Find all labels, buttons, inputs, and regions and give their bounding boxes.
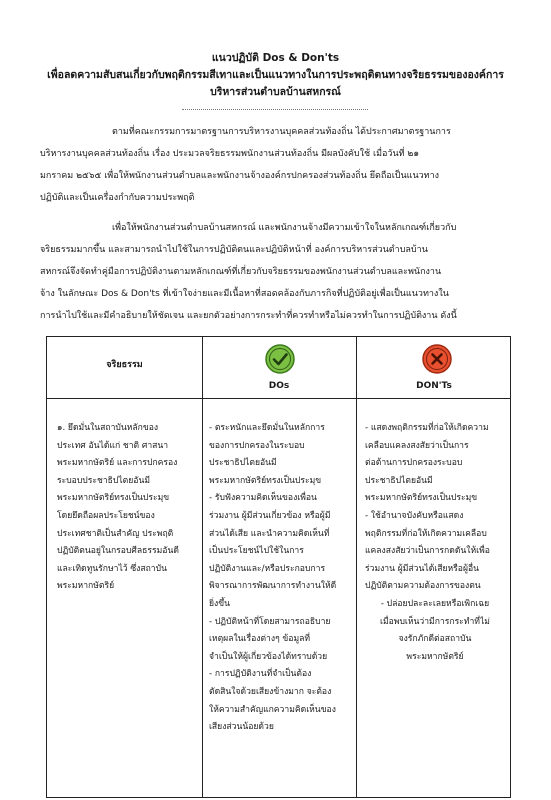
cell-line: ยิ่งขึ้น xyxy=(209,598,230,609)
dos-cell xyxy=(209,420,351,737)
cell-line: - ตระหนักและยึดมั่นในหลักการ xyxy=(209,423,325,433)
purpose-paragraph xyxy=(40,217,515,327)
cell-line: พระมหากษัตริย์ xyxy=(406,651,464,662)
cell-line: และเทิดทูนรักษาไว้ ซึ่งสถาบัน xyxy=(57,563,167,574)
cell-line: ของการปกครองในระบอบ xyxy=(209,440,305,451)
cell-line: - รับฟังความคิดเห็นของเพื่อน xyxy=(209,493,317,504)
cell-line: ต่อต้านการปกครองระบอบ xyxy=(365,458,463,469)
intro-paragraph xyxy=(40,121,515,209)
cell-line: แคลงสงสัยว่าเป็นการกดดันให้เพื่อ xyxy=(365,546,490,557)
cell-line: เหตุผลในเรื่องต่างๆ ข้อมูลที่ xyxy=(209,634,311,645)
donts-cell xyxy=(365,420,505,666)
cell-line: เมื่อพบเห็นว่ามีการกระทำที่ไม่ xyxy=(380,616,490,627)
cell-line: จงรักภักดีต่อสถาบัน xyxy=(398,634,472,645)
cell-line: - การปฏิบัติงานที่จำเป็นต้อง xyxy=(209,669,312,680)
cell-line: เคลือบแคลงสงสัยว่าเป็นการ xyxy=(365,440,469,451)
cell-line: ปฏิบัติตนอยู่ในกรอบศีลธรรมอันดี xyxy=(57,546,179,557)
cell-line: ตัดสินใจด้วยเสียงข้างมาก จะต้อง xyxy=(209,686,332,697)
cell-line: ปฏิบัติตามความต้องการของตน xyxy=(365,581,481,592)
cell-line: พระมหากษัตริย์ xyxy=(57,581,115,592)
cell-line: พระมหากษัตริย์ทรงเป็นประมุข xyxy=(57,493,170,504)
cell-line: - ใช้อำนาจบังคับหรือแสดง xyxy=(365,510,464,521)
paragraph-line: สหกรณ์จึงจัดทำคู่มือการปฏิบัติงานตามหลักเกณฑ์ที่เกี่ยวกับจริยธรรมของพนักงานส่วนตำบลและพนักงาน xyxy=(40,267,442,277)
title-separator xyxy=(182,109,368,110)
cell-line: พระมหากษัตริย์ทรงเป็นประมุข xyxy=(209,475,322,486)
doc-subtitle-line-1: เพื่อลดความสับสนเกี่ยวกับพฤติกรรมสีเทาและเป็นแนวทางในการประพฤติตนทางจริยธรรมขององค์การ xyxy=(47,69,504,81)
cell-line: ประชาธิปไตยอันมี xyxy=(209,458,277,469)
cell-line: - ปล่อยปละละเลยหรือเพิกเฉย xyxy=(380,598,490,609)
paragraph-line: มกราคม ๒๕๖๕ เพื่อให้พนักงานส่วนตำบลและพนักงานจ้างองค์กรปกครองส่วนท้องถิ่น ยึดถือเป็นแนวทาง xyxy=(40,171,440,181)
cell-line: ประชาธิปไตยอันมี xyxy=(365,475,433,486)
cell-line: เสียงส่วนน้อยด้วย xyxy=(209,722,274,733)
cell-line: ร่วมงาน ผู้มีส่วนได้เสียหรือผู้อื่น xyxy=(365,563,480,574)
column-divider xyxy=(356,337,357,797)
cell-line: ส่วนได้เสีย และนำความคิดเห็นที่ xyxy=(209,528,330,539)
cell-line: ๑. ยึดมั่นในสถาบันหลักของ xyxy=(57,423,159,433)
paragraph-line: จริยธรรมมากขึ้น และสามารถนำไปใช้ในการปฏิบัติตนและปฏิบัติหน้าที่ องค์การบริหารส่วนตำบลบ้าน xyxy=(40,245,428,255)
cell-line: พระมหากษัตริย์ทรงเป็นประมุข xyxy=(365,493,478,504)
doc-subtitle-line-2: บริหารส่วนตำบลบ้านสหกรณ์ xyxy=(210,86,341,98)
cell-line: - แสดงพฤติกรรมที่ก่อให้เกิดความ xyxy=(365,423,489,433)
ethics-cell xyxy=(57,420,195,596)
header-dos: DOs xyxy=(268,381,290,391)
cell-line: ประเทศชาติเป็นสำคัญ ประพฤติ xyxy=(57,528,174,539)
cell-line: ร่วมงาน ผู้มีส่วนเกี่ยวข้อง หรือผู้มี xyxy=(209,510,331,521)
paragraph-line: การนำไปใช้และมีคำอธิบายให้ชัดเจน และยกตัวอย่างการกระทำที่ควรทำหรือไม่ควรทำในการปฏิบัติงาน ดังนี้ xyxy=(40,311,457,321)
paragraph-line: ตามที่คณะกรรมการมาตรฐานการบริหารงานบุคคลส่วนท้องถิ่น ได้ประกาศมาตรฐานการ xyxy=(112,127,451,137)
paragraph-line: เพื่อให้พนักงานส่วนตำบลบ้านสหกรณ์ และพนักงานจ้างมีความเข้าใจในหลักเกณฑ์เกี่ยวกับ xyxy=(112,223,457,233)
paragraph-line: ปฏิบัติและเป็นเครื่องกำกับความประพฤติ xyxy=(40,193,195,203)
cell-line: ระบอบประชาธิปไตยอันมี xyxy=(57,475,150,486)
check-circle-icon xyxy=(265,344,295,374)
cell-line: ปฏิบัติงานและ/หรือประกอบการ xyxy=(209,563,326,574)
cell-line: โดยยึดถือผลประโยชน์ของ xyxy=(57,510,155,521)
paragraph-line: บริหารงานบุคคลส่วนท้องถิ่น เรื่อง ประมวลจริยธรรมพนักงานส่วนท้องถิ่น มีผลบังคับใช้ เมื่อวันที่ ๒๑ xyxy=(40,149,420,159)
cell-line: ให้ความสำคัญแกความคิดเห็นของ xyxy=(209,704,336,715)
column-divider xyxy=(202,337,203,797)
header-divider xyxy=(47,398,510,399)
cell-line: พฤติกรรมที่ก่อให้เกิดความเคลือบ xyxy=(365,528,487,539)
cell-line: - ปฏิบัติหน้าที่โดยสามารถอธิบาย xyxy=(209,616,331,627)
cell-line: จำเป็นให้ผู้เกี่ยวข้องได้ทราบด้วย xyxy=(209,651,328,662)
doc-title: แนวปฏิบัติ Dos & Don'ts xyxy=(211,52,340,64)
paragraph-line: จ้าง ในลักษณะ Dos & Don'ts ที่เข้าใจง่ายและมีเนื้อหาที่สอดคล้องกับภารกิจที่ปฏิบัติอยู่เพื่อเป็นแนวทางใน xyxy=(40,289,449,299)
x-circle-icon xyxy=(422,344,452,374)
header-donts: DON'Ts xyxy=(416,381,452,391)
header-ethics: จริยธรรม xyxy=(106,360,143,370)
cell-line: พระมหากษัตริย์ และการปกครอง xyxy=(57,458,178,469)
cell-line: ประเทศ อันได้แก่ ชาติ ศาสนา xyxy=(57,440,169,451)
cell-line: เป็นประโยชน์ไปใช้ในการ xyxy=(209,546,304,557)
cell-line: พิจารณาการพัฒนาการทำงานให้ดี xyxy=(209,581,337,592)
dos-donts-table xyxy=(46,336,511,798)
